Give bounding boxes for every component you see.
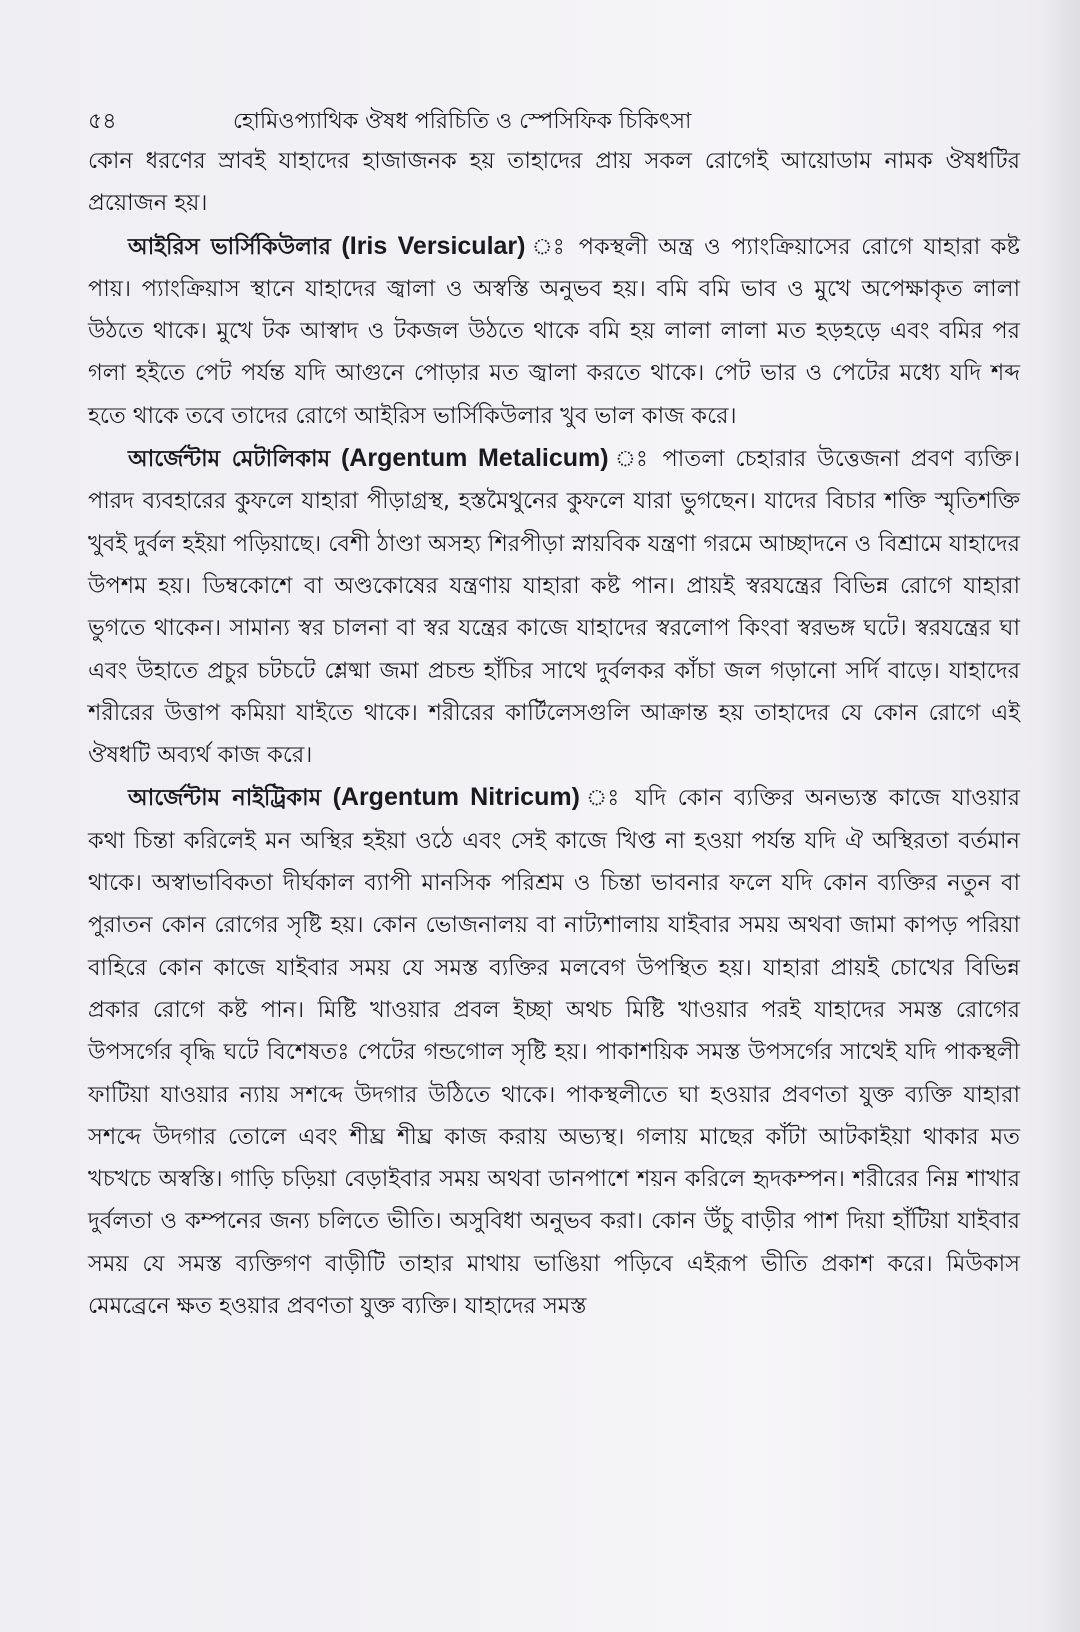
page-header [88,104,1008,144]
page-edge-shadow [1040,0,1080,1632]
remedy-name-latin: (Argentum Metalicum) [340,444,609,473]
paragraph-text: পাতলা চেহারার উত্তেজনা প্রবণ ব্যক্তি। পারদ ব্যবহারের কুফলে যাহারা পীড়াগ্রস্থ, হস্তমৈথুনের কুফলে যারা ভুগছেন। যাদের বিচার শক্তি স্মৃতিশক্তি খুবই দুর্বল হইয়া পড়িয়াছে। বেশী ঠাণ্ডা অসহ্য শিরপীড়া স্নায়বিক যন্ত্রণা গরমে আচ্ছাদনে ও বিশ্রামে যাহাদের উপশম হয়। ডিম্বকোশে বা অণ্ডকোষের যন্ত্রণায় যাহারা কষ্ট পান। প্রায়ই স্বরযন্ত্রের বিভিন্ন রোগে যাহারা ভুগতে থাকেন। সামান্য স্বর চালনা বা স্বর যন্ত্রের কাজে যাহাদের স্বরলোপ কিংবা স্বরভঙ্গ ঘটে। স্বরযন্ত্রের ঘা এবং উহাতে প্রচুর চটচটে শ্লেষ্মা জমা প্রচন্ড হাঁচির সাথে দুর্বলকর কাঁচা জল গড়ানো সর্দি বাড়ে। যাহাদের শরীরের উত্তাপ কমিয়া যাইতে থাকে। শরীরের কার্টিলেসগুলি আক্রান্ত হয় তাহাদের যে কোন রোগে এই ঔষধটি অব্যর্থ কাজ করে। [88,446,1020,769]
paragraph-text: যদি কোন ব্যক্তির অনভ্যস্ত কাজে যাওয়ার কথা চিন্তা করিলেই মন অস্থির হইয়া ওঠে এবং সেই কাজে খিপ্ত না হওয়া পর্যন্ত যদি ঐ অস্থিরতা বর্তমান থাকে। অস্বাভাবিকতা দীর্ঘকাল ব্যাপী মানসিক পরিশ্রম ও চিন্তা ভাবনার ফলে যদি কোন ব্যক্তির নতুন বা পুরাতন কোন রোগের সৃষ্টি হয়। কোন ভোজনালয় বা নাট্যশালায় যাইবার সময় অথবা জামা কাপড় পরিয়া বাহিরে কোন কাজে যাইবার সময় যে সমস্ত ব্যক্তির মলবেগ উপস্থিত হয়। যাহারা প্রায়ই চোখের বিভিন্ন প্রকার রোগে কষ্ট পান। মিষ্টি খাওয়ার প্রবল ইচ্ছা অথচ মিষ্টি খাওয়ার পরই যাহাদের সমস্ত রোগের উপসর্গের বৃদ্ধি ঘটে বিশেষতঃ পেটের গন্ডগোল সৃষ্টি হয়। পাকাশয়িক সমস্ত উপসর্গের সাথেই যদি পাকস্থলী ফাটিয়া যাওয়ার ন্যায় সশব্দে উদগার উঠিতে থাকে। পাকস্থলীতে ঘা হওয়ার প্রবণতা যুক্ত ব্যক্তি যাহারা সশব্দে উদগার তোলে এবং শীঘ্র শীঘ্র কাজ করায় অভ্যস্থ। গলায় মাছের কাঁটা আটকাইয়া থাকার মত খচখচে অস্বস্তি। গাড়ি চড়িয়া বেড়াইবার সময় অথবা ডানপাশে শয়ন করিলে হৃদকম্পন। শরীরের নিম্ন শাখার দুর্বলতা ও কম্পনের জন্য চলিতে ভীতি। অসুবিধা অনুভব করা। কোন উঁচু বাড়ীর পাশ দিয়া হাঁটিয়া যাইবার সময় যে সমস্ত ব্যক্তিগণ বাড়ীটি তাহার মাথায় ভাঙিয়া পড়িবে এইরূপ ভীতি প্রকাশ করে। মিউকাস মেমব্রেনে ক্ষত হওয়ার প্রবণতা যুক্ত ব্যক্তি। যাহাদের সমস্ত [88,785,1020,1320]
remedy-name-bengali: আইরিস ভার্সিকিউলার [128,233,331,260]
remedy-name-latin: (Argentum Nitricum) [332,783,580,812]
remedy-name-latin: (Iris Versicular) [341,231,526,260]
remedy-name-bengali: আর্জেন্টাম মেটালিকাম [128,446,331,473]
paragraph-iris-versicular [88,225,1020,437]
separator: ঃ [608,446,663,473]
body-text [88,140,1020,1327]
page-number: ৫৪ [88,109,117,134]
remedy-name-bengali: আর্জেন্টাম নাইট্রিকাম [128,785,322,812]
running-title: হোমিওপ্যাথিক ঔষধ পরিচিতি ও স্পেসিফিক চিকিৎসা [233,109,692,134]
paragraph-iodum-continuation [88,140,1020,225]
paragraph-text: পকস্থলী অন্ত্র ও প্যাংক্রিয়াসের রোগে যাহারা কষ্ট পায়। প্যাংক্রিয়াস স্থানে যাহাদের জ্বালা ও অস্বস্তি অনুভব হয়। বমি বমি ভাব ও মুখে অপেক্ষাকৃত লালা উঠতে থাকে। মুখে টক আস্বাদ ও টকজল উঠতে থাকে বমি হয় লালা লালা মত হড়হড়ে এবং বমির পর গলা হইতে পেট পর্যন্ত যদি আগুনে পোড়ার মত জ্বালা করতে থাকে। পেট ভার ও পেটের মধ্যে যদি শব্দ হতে থাকে তবে তাদের রোগে আইরিস ভার্সিকিউলার খুব ভাল কাজ করে। [88,233,1021,429]
paragraph-argentum-nitricum [88,776,1020,1327]
separator: ঃ [525,233,579,260]
paragraph-argentum-metalicum [88,437,1020,776]
paragraph-text: কোন ধরণের স্রাবই যাহাদের হাজাজনক হয় তাহাদের প্রায় সকল রোগেই আয়োডাম নামক ঔষধটির প্রয়োজন হয়। [88,148,1020,217]
separator: ঃ [579,785,635,812]
